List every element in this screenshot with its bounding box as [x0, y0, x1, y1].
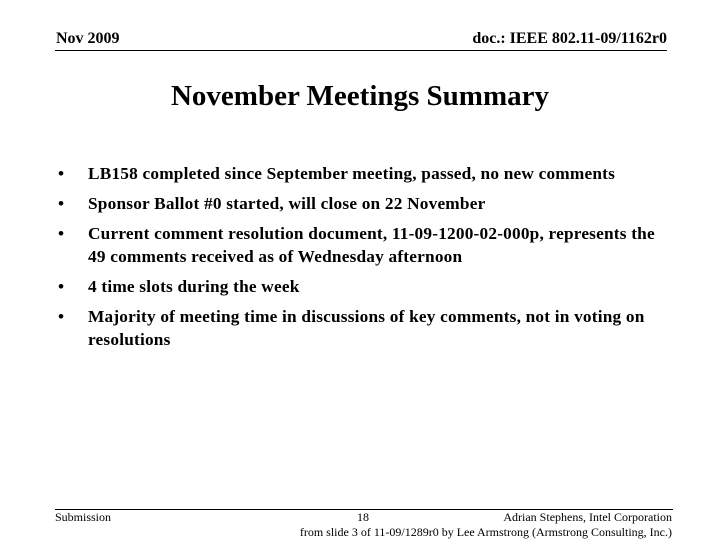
bullet-item — [56, 275, 656, 298]
header-doc-id: doc.: IEEE 802.11-09/1162r0 — [472, 30, 667, 47]
footer-submission: Submission — [55, 510, 112, 524]
bullet-item — [56, 222, 656, 268]
bullet-text: LB158 completed since September meeting, passed, no new comments — [88, 164, 616, 183]
header-date: Nov 2009 — [56, 30, 120, 47]
bullet-list — [56, 162, 656, 358]
bullet-item — [56, 305, 656, 351]
footer-author: Adrian Stephens, Intel Corporation — [503, 510, 672, 524]
footer-source: from slide 3 of 11-09/1289r0 by Lee Armstrong (Armstrong Consulting, Inc.) — [299, 525, 672, 539]
bullet-dot: • — [58, 164, 65, 183]
bullet-text: 4 time slots during the week — [88, 277, 300, 296]
bullet-dot: • — [58, 307, 65, 326]
footer-page-number: 18 — [357, 510, 369, 524]
header-divider — [55, 50, 667, 51]
bullet-dot: • — [58, 194, 65, 213]
bullet-text: Majority of meeting time in discussions of key comments, not in voting on resolutions — [88, 307, 645, 349]
bullet-item — [56, 192, 656, 215]
slide-title: November Meetings Summary — [170, 80, 549, 112]
bullet-text: Sponsor Ballot #0 started, will close on 22 November — [88, 194, 486, 213]
bullet-dot: • — [58, 277, 65, 296]
bullet-text: Current comment resolution document, 11-09-1200-02-000p, represents the 49 comments received as of Wednesday afternoon — [88, 224, 655, 266]
bullet-dot: • — [58, 224, 65, 243]
bullet-item — [56, 162, 656, 185]
